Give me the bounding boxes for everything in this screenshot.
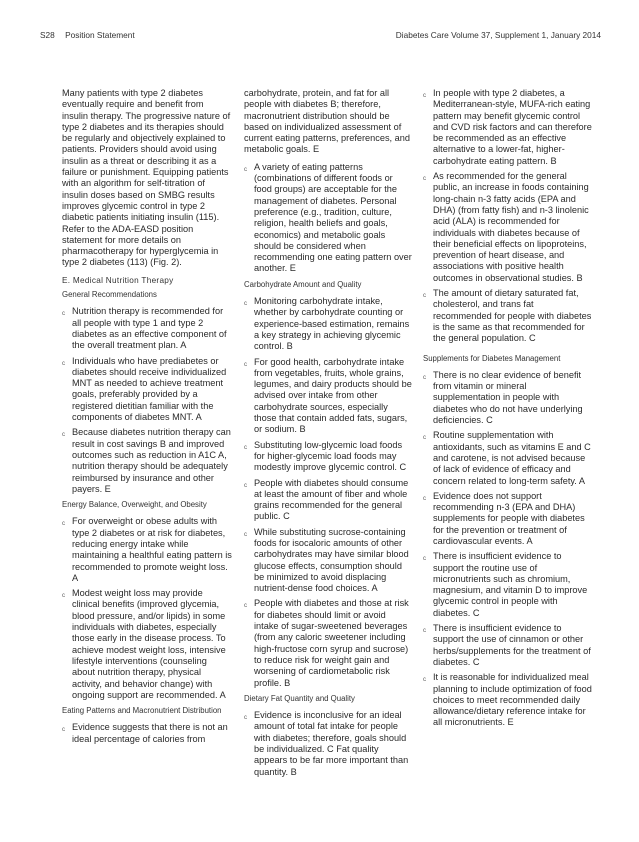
list-item	[244, 357, 412, 436]
list-item	[62, 516, 232, 584]
list-item	[244, 598, 412, 688]
list-item-text: Nutrition therapy is recommended for all people with type 1 and type 2 diabetes as an effective component of the overall treatment plan. A	[72, 306, 227, 351]
bullet-marker: c	[244, 301, 247, 308]
list-item	[423, 430, 593, 486]
list-item-text: Substituting low-glycemic load foods for higher-glycemic load foods may modestly improve glycemic control. C	[254, 439, 407, 473]
bullet-marker: c	[423, 628, 426, 635]
subheading-eating: Eating Patterns and Macronutrient Distribution	[62, 706, 222, 716]
bullet-marker: c	[62, 432, 65, 439]
bullet-marker: c	[244, 715, 247, 722]
list-item-text: Evidence is inconclusive for an ideal amount of total fat intake for people with diabetes; therefore, goals should be individualized. C Fat quality appears to be far more important than quantity. B	[254, 710, 409, 777]
bullet-marker: c	[423, 495, 426, 502]
bullet-marker: c	[62, 311, 65, 318]
column-3	[423, 88, 593, 733]
list-item	[423, 171, 593, 284]
intro-paragraph: Many patients with type 2 diabetes eventually require and benefit from insulin therapy. The progressive nature of type 2 diabetes and its therapies should be regularly and objectively explained to patients. Providers should avoid using insulin as a threat or describing it as a failure or punishment. Equipping patients with an algorithm for self-titration of insulin doses based on SMBG results improves glycemic control in type 2 diabetic patients initiating insulin (115). Refer to the ADA-EASD position statement for more details on pharmacotherapy for hyperglycemia in type 2 diabetes (113) (Fig. 2).	[62, 88, 231, 268]
section-heading: E. Medical Nutrition Therapy	[62, 275, 174, 285]
subheading-carbohydrate: Carbohydrate Amount and Quality	[244, 279, 362, 289]
list-fat	[244, 710, 412, 778]
bullet-marker: c	[244, 166, 247, 173]
list-item	[244, 440, 412, 474]
list-carbohydrate	[244, 296, 412, 689]
list-item	[423, 288, 593, 344]
list-item-text: Routine supplementation with antioxidants, such as vitamins E and C and carotene, is not advised because of lack of evidence of efficacy and concern related to long-term safety. A	[433, 430, 591, 486]
list-item-text: Individuals who have prediabetes or diabetes should receive individualized MNT as needed to achieve treatment goals, preferably provided by a registered dietitian familiar with the components of diabetes MNT. A	[72, 355, 227, 423]
list-item-text: People with diabetes should consume at least the amount of fiber and whole grains recommended for the general public. C	[254, 477, 409, 522]
list-item-text: There is no clear evidence of benefit from vitamin or mineral supplementation in people with diabetes who do not have underlying deficiencies. C	[433, 369, 583, 426]
page-number: S28	[40, 30, 55, 40]
bullet-marker: c	[244, 482, 247, 489]
list-item	[423, 370, 593, 426]
bullet-marker: c	[423, 677, 426, 684]
bullet-marker: c	[62, 360, 65, 367]
list-item	[423, 672, 593, 728]
continued-paragraph: carbohydrate, protein, and fat for all people with diabetes B; therefore, macronutrient distribution should be based on individualized assessment of current eating patterns, preferences, and metabolic goals. E	[244, 88, 410, 155]
column-1	[62, 88, 232, 749]
list-item-text: There is insufficient evidence to support the routine use of micronutrients such as chromium, magnesium, and vitamin D to improve glycemic control in people with diabetes. C	[433, 551, 588, 618]
list-energy	[62, 516, 232, 701]
list-item-text: While substituting sucrose-containing foods for isocaloric amounts of other carbohydrates may have similar blood glucose effects, consumption should be minimized to avoid displacing nutrient-dense food choices. A	[254, 526, 409, 594]
bullet-marker: c	[244, 603, 247, 610]
list-item-text: There is insufficient evidence to support the use of cinnamon or other herbs/supplements for the treatment of diabetes. C	[433, 623, 591, 667]
page-header	[40, 30, 601, 46]
list-item-text: As recommended for the general public, an increase in foods containing long-chain n-3 fatty acids (EPA and DHA) (from fatty fish) and n-3 linolenic acid (ALA) is recommended for individuals with diabetes because of their beneficial effects on lipoproteins, prevention of heart disease, and associations with positive health outcomes in observational studies. B	[433, 171, 589, 283]
section-label: Position Statement	[65, 30, 135, 40]
list-item-text: Evidence suggests that there is not an ideal percentage of calories from	[72, 722, 228, 744]
list-item	[62, 722, 232, 745]
column-2	[244, 88, 412, 782]
bullet-marker: c	[423, 176, 426, 183]
list-item	[244, 162, 412, 275]
bullet-marker: c	[244, 444, 247, 451]
list-item	[423, 491, 593, 547]
list-item-text: A variety of eating patterns (combinations of different foods or food groups) are acceptable for the management of diabetes. Personal preference (e.g., tradition, culture, religion, health beliefs and goals, economics) and metabolic goals should be considered when recommending one eating pattern over another. E	[254, 161, 412, 274]
list-item-text: In people with type 2 diabetes, a Mediterranean-style, MUFA-rich eating pattern may benefit glycemic control and CVD risk factors and can therefore be recommended as an effective alternative to a lower-fat, higher-carbohydrate eating pattern. B	[433, 88, 592, 166]
list-item-text: Modest weight loss may provide clinical benefits (improved glycemia, blood pressure, and/or lipids) in some individuals with diabetes, especially those early in the disease process. To achieve modest weight loss, intensive lifestyle interventions (counseling about nutrition therapy, physical activity, and behavior change) with ongoing support are recommended. A	[72, 588, 226, 700]
list-general	[62, 306, 232, 495]
journal-citation: Diabetes Care Volume 37, Supplement 1, January 2014	[395, 30, 601, 40]
list-fat-cont	[423, 88, 593, 345]
list-item	[244, 710, 412, 778]
subheading-supplements: Supplements for Diabetes Management	[423, 353, 561, 363]
bullet-marker: c	[62, 521, 65, 528]
list-item	[423, 88, 593, 167]
list-patterns	[244, 162, 412, 275]
list-item	[423, 623, 593, 668]
list-item	[62, 588, 232, 701]
list-item	[244, 478, 412, 523]
list-item-text: It is reasonable for individualized meal planning to include optimization of food choices to meet recommended daily allowance/dietary reference intake for all micronutrients. E	[433, 672, 592, 728]
list-item	[62, 306, 232, 351]
list-item-text: Evidence does not support recommending n-3 (EPA and DHA) supplements for people with diabetes for the prevention or treatment of cardiovascular events. A	[433, 490, 585, 546]
list-item	[62, 427, 232, 495]
subheading-general: General Recommendations	[62, 290, 157, 300]
bullet-marker: c	[62, 727, 65, 734]
bullet-marker: c	[423, 374, 426, 381]
list-eating	[62, 722, 232, 745]
list-item	[423, 551, 593, 619]
list-item-text: Because diabetes nutrition therapy can result in cost savings B and improved outcomes such as reduction in A1C A, nutrition therapy should be adequately reimbursed by insurance and other payers. E	[72, 427, 231, 494]
list-item-text: For overweight or obese adults with type 2 diabetes or at risk for diabetes, reducing energy intake while maintaining a healthful eating pattern is recommended to promote weight loss. A	[72, 516, 232, 583]
subheading-fat: Dietary Fat Quantity and Quality	[244, 693, 355, 703]
list-item-text: For good health, carbohydrate intake from vegetables, fruits, whole grains, legumes, and dairy products should be advised over intake from other carbohydrate sources, especially those that contain added fats, sugars, or sodium. B	[254, 356, 412, 435]
list-item-text: Monitoring carbohydrate intake, whether by carbohydrate counting or experience-based estimation, remains a key strategy in achieving glycemic control. B	[254, 296, 410, 352]
list-item	[62, 356, 232, 424]
list-supplements	[423, 370, 593, 729]
list-item	[244, 527, 412, 595]
header-left	[40, 30, 135, 40]
bullet-marker: c	[423, 435, 426, 442]
subheading-energy: Energy Balance, Overweight, and Obesity	[62, 500, 207, 510]
bullet-marker: c	[62, 593, 65, 600]
bullet-marker: c	[423, 293, 426, 300]
bullet-marker: c	[423, 93, 426, 99]
bullet-marker: c	[244, 361, 247, 368]
list-item-text: The amount of dietary saturated fat, cholesterol, and trans fat recommended for people with diabetes is the same as that recommended for the general population. C	[433, 288, 592, 344]
list-item-text: People with diabetes and those at risk for diabetes should limit or avoid intake of sugar-sweetened beverages (from any caloric sweetener including high-fructose corn syrup and sucrose) to reduce risk for weight gain and worsening of cardiometabolic risk profile. B	[254, 598, 409, 688]
list-item	[244, 296, 412, 352]
bullet-marker: c	[423, 556, 426, 563]
bullet-marker: c	[244, 531, 247, 538]
